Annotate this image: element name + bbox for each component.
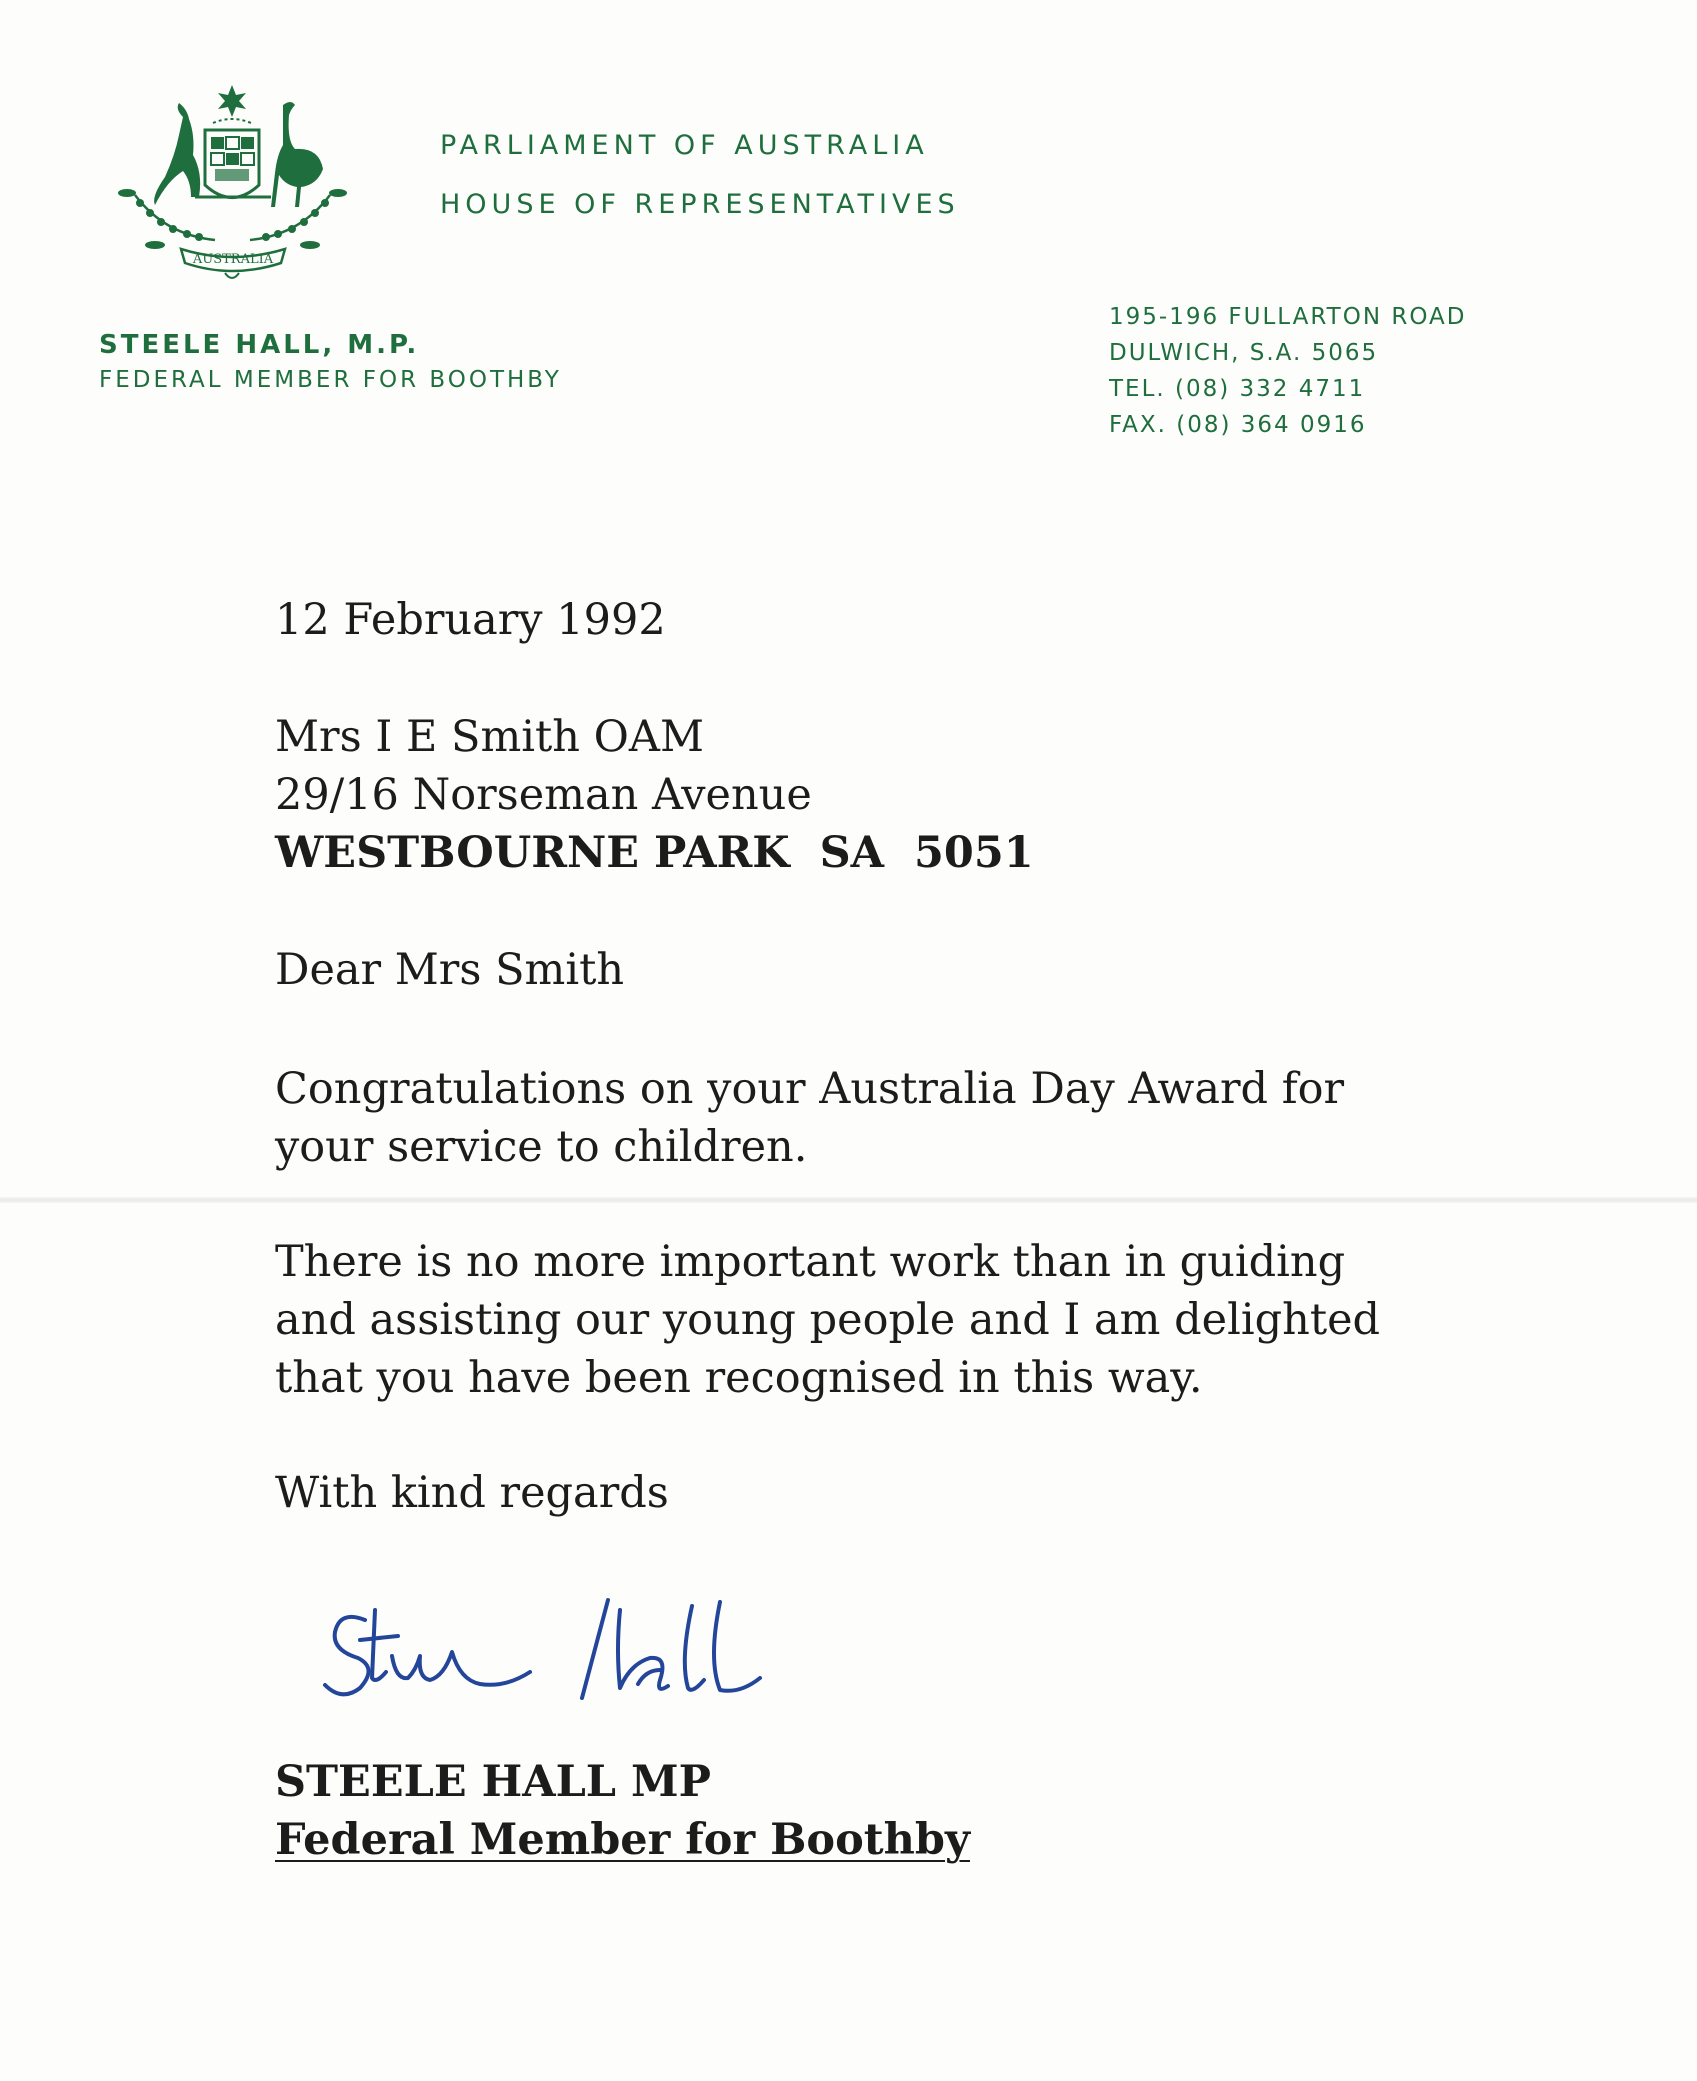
recipient-address — [275, 708, 1034, 882]
recipient-name: Mrs I E Smith OAM — [275, 712, 704, 762]
handwritten-signature — [320, 1580, 840, 1720]
signatory-name: STEELE HALL MP — [275, 1757, 711, 1807]
parliament-heading: PARLIAMENT OF AUSTRALIA — [440, 130, 929, 161]
signatory-title: Federal Member for Boothby — [275, 1815, 970, 1865]
paper-fold-line — [0, 1197, 1697, 1203]
paragraph-recognition — [275, 1233, 1380, 1407]
house-heading: HOUSE OF REPRESENTATIVES — [440, 189, 960, 220]
coat-of-arms-icon — [95, 85, 370, 285]
recipient-locality: WESTBOURNE PARK SA 5051 — [275, 828, 1034, 878]
member-name: STEELE HALL, M.P. — [99, 330, 420, 360]
letter-date: 12 February 1992 — [275, 595, 666, 645]
paragraph-line: There is no more important work than in guiding — [275, 1237, 1346, 1287]
office-address — [1109, 299, 1466, 443]
paragraph-congratulations — [275, 1060, 1344, 1176]
paragraph-line: Congratulations on your Australia Day Award for — [275, 1064, 1345, 1114]
address-line: 195-196 FULLARTON ROAD — [1109, 304, 1467, 330]
address-line: FAX. (08) 364 0916 — [1109, 412, 1367, 438]
paragraph-line: your service to children. — [275, 1122, 808, 1172]
crest-scroll-text: AUSTRALIA — [192, 252, 274, 267]
member-title: FEDERAL MEMBER FOR BOOTHBY — [99, 367, 562, 393]
paragraph-line: and assisting our young people and I am delighted — [275, 1295, 1381, 1345]
paragraph-line: that you have been recognised in this way. — [275, 1353, 1203, 1403]
address-line: TEL. (08) 332 4711 — [1109, 376, 1366, 402]
closing-line: With kind regards — [275, 1468, 669, 1518]
salutation: Dear Mrs Smith — [275, 945, 625, 995]
recipient-street: 29/16 Norseman Avenue — [275, 770, 812, 820]
address-line: DULWICH, S.A. 5065 — [1109, 340, 1379, 366]
